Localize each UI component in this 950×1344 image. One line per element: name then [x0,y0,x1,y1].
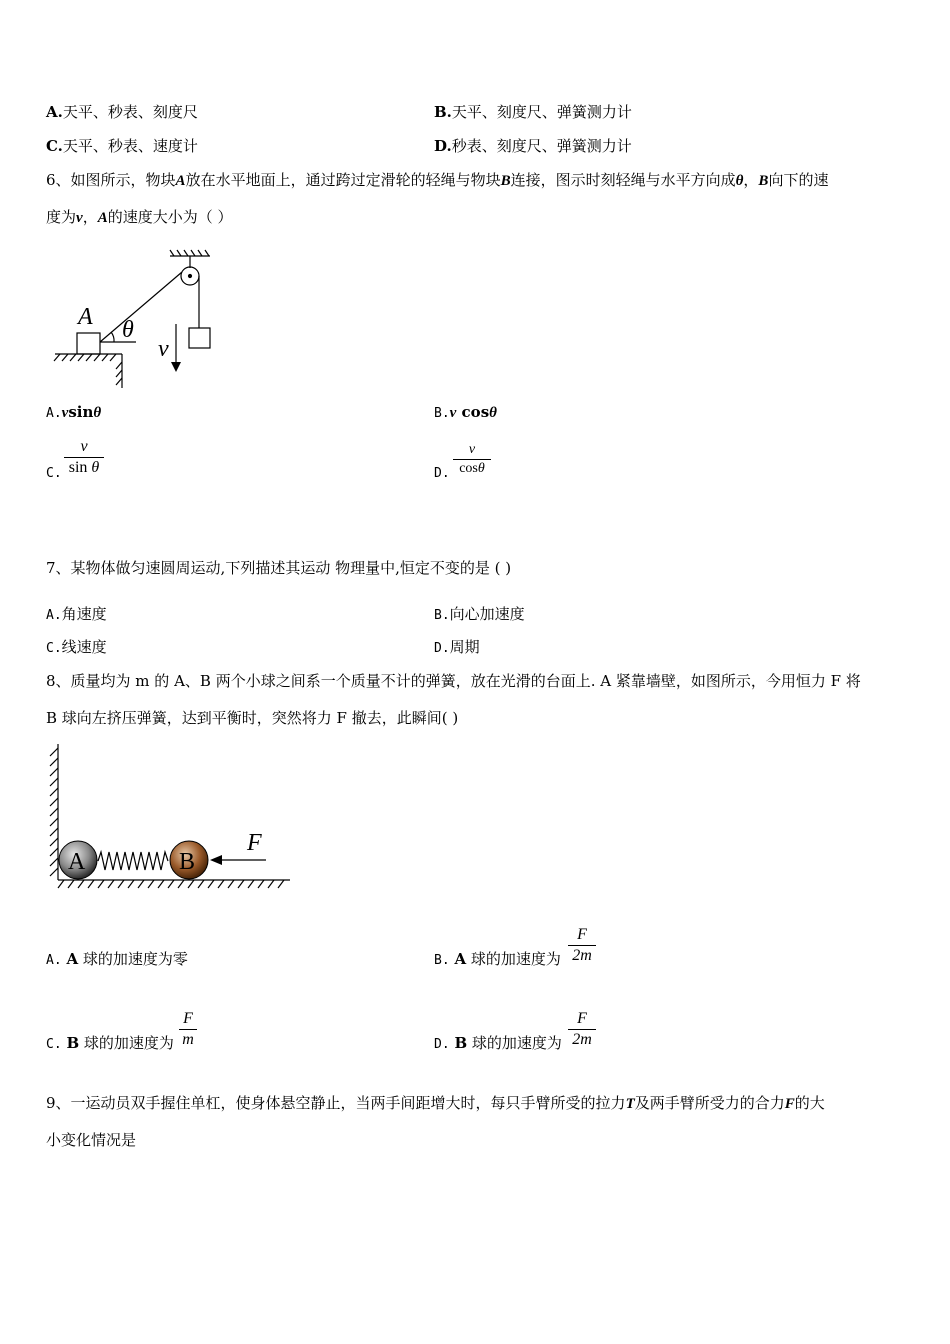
var-v: v [61,405,69,421]
var-theta: θ [735,173,744,189]
label-v: v [158,336,169,362]
label-ball-a: A [68,849,86,875]
text: 6、如图所示，物块 [46,171,176,189]
option-letter: A. [46,953,62,968]
q8-option-b [434,949,561,971]
label-force: F [247,830,262,856]
q7-option-a [46,604,107,626]
ball-name: B [454,1034,468,1052]
label-a: A [78,304,93,330]
var-t: T [625,1096,635,1112]
q6-option-d [434,462,450,484]
q8-stem: 8、质量均为 m 的 A、B 两个小球之间系一个质量不计的弹簧，放在光滑的台面上. A 紧靠墙壁，如图所示，今用恒力 F 将 [46,672,861,690]
option-text: 周期 [449,638,480,656]
var-theta: θ [91,459,100,476]
var-v: v [449,405,457,421]
text: 向下的速 [768,171,829,189]
option-letter: A. [46,406,62,421]
option-letter: A. [46,608,62,623]
option-text: 秒表、刻度尺、弹簧测力计 [451,137,632,155]
q7-option-d [434,637,480,659]
var-theta: θ [489,405,497,421]
var-a: A [175,173,186,189]
q7-option-b [434,604,525,626]
numerator: v [80,438,88,455]
option-text: 天平、刻度尺、弹簧测力计 [451,103,632,121]
text: 9、一运动员双手握住单杠，使身体悬空静止，当两手间距增大时，每只手臂所受的拉力 [46,1094,626,1112]
option-letter: B. [434,608,450,623]
text: 及两手臂所受力的合力 [634,1094,785,1112]
option-letter: B. [434,953,450,968]
q6-stem-line2 [46,207,233,228]
q8-stem-line2: B 球向左挤压弹簧，达到平衡时，突然将力 F 撤去，此瞬间( ) [46,709,459,727]
q8-spring-figure [44,740,296,892]
numerator: F [577,1010,587,1027]
q8-option-b-fraction [568,925,596,966]
ball-name: A [66,950,79,968]
q5-option-a [46,102,198,122]
label-theta: θ [122,317,134,343]
q9-stem [46,1093,825,1114]
option-text: 球的加速度为 [471,1034,562,1052]
var-b: B [500,173,511,189]
option-text: 球的加速度为 [83,1034,174,1052]
option-text: 天平、秒表、刻度尺 [62,103,198,121]
option-letter: D. [434,466,450,481]
q6-pulley-figure [50,246,220,391]
q6-option-d-fraction [453,441,491,478]
var-f: F [784,1096,795,1112]
option-letter: D. [434,137,452,155]
fn-sin: sin [68,459,88,476]
var-v: v [76,210,83,226]
q8-option-c-fraction [179,1009,197,1050]
option-letter: D. [434,1037,450,1052]
text: 放在水平地面上，通过跨过定滑轮的轻绳与物块 [185,171,501,189]
option-letter: B. [434,406,450,421]
ball-name: A [454,950,467,968]
text: ， [82,208,98,226]
option-letter: C. [46,466,62,481]
option-letter: C. [46,137,63,155]
q6-option-c [46,462,62,484]
q9-stem-line2: 小变化情况是 [46,1131,137,1149]
q7-option-c [46,637,107,659]
text: 的速度大小为（ ） [107,208,233,226]
option-text: 球的加速度为零 [82,950,188,968]
denominator: 2m [572,1031,592,1048]
q6-option-c-fraction [64,437,104,478]
q5-option-c [46,136,198,156]
q6-option-a [46,402,101,424]
text: ， [743,171,759,189]
ball-name: B [66,1034,80,1052]
q8-option-a [46,949,188,971]
fn-cos: cos [456,403,490,421]
var-a: A [97,210,108,226]
denominator: 2m [572,947,592,964]
option-text: 角速度 [61,605,107,623]
denominator: m [182,1031,194,1048]
option-letter: C. [46,1037,62,1052]
var-theta: θ [477,461,485,476]
q6-stem [46,170,828,191]
text: 的大 [794,1094,825,1112]
q7-stem: 7、某物体做匀速圆周运动,下列描述其运动 物理量中,恒定不变的是 ( ) [46,559,512,577]
numerator: F [577,926,587,943]
option-text: 球的加速度为 [470,950,561,968]
option-letter: C. [46,641,62,656]
q6-option-b [434,402,497,424]
q5-option-b [434,102,632,122]
var-b: B [758,173,769,189]
text: 连接，图示时刻轻绳与水平方向成 [510,171,736,189]
numerator: v [468,442,476,457]
var-theta: θ [93,405,102,421]
numerator: F [183,1010,193,1027]
option-text: 天平、秒表、速度计 [62,137,198,155]
q5-option-d [434,136,632,156]
q8-option-c [46,1033,174,1055]
option-letter: D. [434,641,450,656]
q8-option-d-fraction [568,1009,596,1050]
option-text: 向心加速度 [449,605,525,623]
text: 度为 [46,208,77,226]
option-text: 线速度 [61,638,107,656]
q8-option-d [434,1033,562,1055]
option-letter: B. [434,103,452,121]
fn-cos: cos [459,461,478,476]
fn-sin: sin [68,403,94,421]
label-ball-b: B [179,849,196,875]
option-letter: A. [46,103,63,121]
